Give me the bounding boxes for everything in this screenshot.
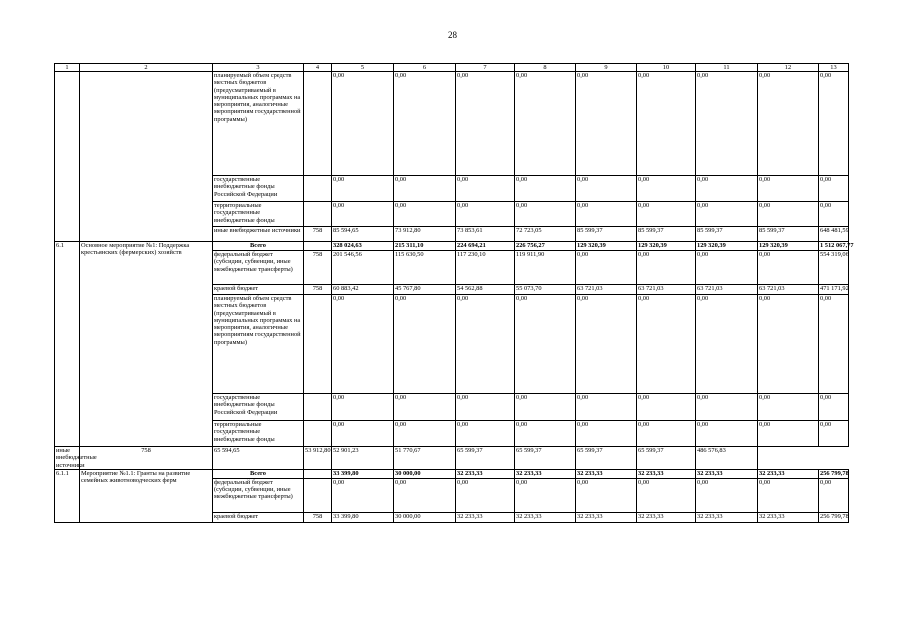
- amount-cell: 73 912,80: [394, 227, 456, 242]
- amount-cell: 117 230,10: [456, 251, 515, 285]
- amount-cell: 0,00: [819, 295, 849, 394]
- amount-cell: 0,00: [637, 394, 696, 421]
- amount-cell: 0,00: [696, 72, 758, 176]
- measure-id: [55, 72, 80, 242]
- amount-cell: 0,00: [394, 295, 456, 394]
- amount-cell: 0,00: [696, 251, 758, 285]
- amount-cell: 0,00: [332, 202, 394, 227]
- amount-cell: 0,00: [696, 295, 758, 394]
- amount-cell: 0,00: [637, 295, 696, 394]
- budget-code: [304, 469, 332, 478]
- amount-cell: 85 599,37: [696, 227, 758, 242]
- budget-code: 758: [304, 285, 332, 295]
- amount-cell: 60 883,42: [332, 285, 394, 295]
- header-row: [55, 64, 849, 72]
- column-header: 10: [637, 64, 696, 72]
- budget-table: [54, 63, 854, 523]
- amount-cell: 328 024,63: [332, 242, 394, 251]
- amount-cell: 0,00: [456, 394, 515, 421]
- amount-cell: 0,00: [637, 251, 696, 285]
- amount-cell: 0,00: [515, 72, 576, 176]
- measure-name: Основное мероприятие №1: Поддержка крестьянских (фермерских) хозяйств: [80, 242, 213, 447]
- amount-cell: 54 562,88: [456, 285, 515, 295]
- funding-source: федеральный бюджет (субсидии, субвенции, иные межбюджетные трансферты): [213, 251, 304, 285]
- budget-code: 758: [80, 447, 213, 470]
- page-number: 28: [448, 30, 457, 40]
- amount-cell: 0,00: [576, 202, 637, 227]
- amount-cell: 0,00: [758, 394, 819, 421]
- amount-cell: 85 599,37: [637, 227, 696, 242]
- amount-cell: 85 594,65: [332, 227, 394, 242]
- funding-source: территориальные государственные внебюджетные фонды: [213, 421, 304, 447]
- amount-cell: 471 171,92: [819, 285, 849, 295]
- amount-cell: 0,00: [515, 176, 576, 202]
- amount-cell: 256 799,78: [819, 512, 849, 522]
- column-header: 12: [758, 64, 819, 72]
- amount-cell: 0,00: [637, 202, 696, 227]
- amount-cell: 33 399,80: [332, 469, 394, 478]
- amount-cell: 201 546,56: [332, 251, 394, 285]
- amount-cell: 0,00: [456, 295, 515, 394]
- column-header: 11: [696, 64, 758, 72]
- amount-cell: 32 233,33: [696, 512, 758, 522]
- amount-cell: 32 233,33: [758, 469, 819, 478]
- amount-cell: 33 399,80: [332, 512, 394, 522]
- column-header: 13: [819, 64, 849, 72]
- amount-cell: 0,00: [394, 72, 456, 176]
- amount-cell: 0,00: [637, 478, 696, 512]
- amount-cell: 0,00: [637, 176, 696, 202]
- amount-cell: 226 756,27: [515, 242, 576, 251]
- amount-cell: 0,00: [332, 72, 394, 176]
- amount-cell: 0,00: [332, 394, 394, 421]
- amount-cell: 129 320,39: [758, 242, 819, 251]
- amount-cell: 0,00: [758, 176, 819, 202]
- amount-cell: 45 767,80: [394, 285, 456, 295]
- amount-cell: 0,00: [576, 295, 637, 394]
- table-row: [55, 469, 849, 478]
- funding-source: планируемый объем средств местных бюджетов (предусматриваемый в муниципальных программах на мероприятия, аналогичные мероприятиям государственной программы): [213, 295, 304, 394]
- budget-code: 758: [304, 512, 332, 522]
- funding-source: государственные внебюджетные фонды Российской Федерации: [213, 394, 304, 421]
- amount-cell: 256 799,78: [820, 469, 849, 477]
- amount-cell: 0,00: [819, 72, 849, 176]
- amount-cell: 85 599,37: [758, 227, 819, 242]
- amount-cell: 0,00: [696, 478, 758, 512]
- table-row: [55, 447, 849, 470]
- amount-cell: 32 233,33: [637, 469, 696, 478]
- measure-id: 6.1: [55, 242, 80, 447]
- amount-cell: 65 599,37: [456, 447, 515, 470]
- budget-code: [304, 72, 332, 176]
- amount-cell: 0,00: [576, 72, 637, 176]
- amount-cell: 0,00: [758, 295, 819, 394]
- amount-cell: 63 721,03: [576, 285, 637, 295]
- measure-id: 6.1.1: [55, 469, 80, 522]
- amount-cell: 0,00: [394, 478, 456, 512]
- amount-cell: 0,00: [576, 421, 637, 447]
- column-header: 1: [55, 64, 80, 72]
- amount-cell: 0,00: [637, 72, 696, 176]
- amount-cell: 0,00: [515, 295, 576, 394]
- budget-code: 758: [304, 227, 332, 242]
- amount-cell: 554 319,06: [819, 251, 849, 285]
- amount-cell: 0,00: [515, 202, 576, 227]
- amount-cell: 0,00: [576, 478, 637, 512]
- amount-cell: 0,00: [332, 478, 394, 512]
- amount-cell: 0,00: [456, 202, 515, 227]
- funding-source: краевой бюджет: [213, 285, 304, 295]
- column-header: 2: [80, 64, 213, 72]
- budget-code: [304, 176, 332, 202]
- amount-cell: 65 594,65: [213, 447, 304, 470]
- funding-source: планируемый объем средств местных бюджетов (предусматриваемый в муниципальных программах на мероприятия, аналогичные мероприятиям государственной программы): [213, 72, 304, 176]
- amount-cell: 0,00: [576, 394, 637, 421]
- amount-cell: 119 911,90: [515, 251, 576, 285]
- amount-cell: 63 721,03: [758, 285, 819, 295]
- funding-source: федеральный бюджет (субсидии, субвенции, иные межбюджетные трансферты): [213, 478, 304, 512]
- amount-cell: 0,00: [758, 478, 819, 512]
- amount-cell: 65 599,37: [576, 447, 637, 470]
- budget-code: [304, 421, 332, 447]
- amount-cell: 0,00: [696, 202, 758, 227]
- amount-cell: 0,00: [394, 202, 456, 227]
- amount-cell: 224 694,21: [456, 242, 515, 251]
- amount-cell: 115 630,50: [394, 251, 456, 285]
- amount-cell: 0,00: [819, 202, 849, 227]
- amount-cell: 129 320,39: [637, 242, 696, 251]
- measure-name: [80, 72, 213, 242]
- funding-source: иные внебюджетные источники: [213, 227, 304, 242]
- amount-cell: 32 233,33: [637, 512, 696, 522]
- budget-code: [304, 242, 332, 251]
- budget-code: [304, 202, 332, 227]
- amount-cell: 32 233,33: [696, 469, 758, 478]
- amount-cell: 32 233,33: [515, 512, 576, 522]
- amount-cell: 0,00: [456, 176, 515, 202]
- column-header: 4: [304, 64, 332, 72]
- amount-cell: 65 599,37: [515, 447, 576, 470]
- amount-cell: 0,00: [758, 72, 819, 176]
- amount-cell: 72 723,05: [515, 227, 576, 242]
- funding-source: территориальные государственные внебюджетные фонды: [213, 202, 304, 227]
- column-header: 9: [576, 64, 637, 72]
- budget-code: [304, 478, 332, 512]
- amount-cell: 30 000,00: [394, 469, 456, 478]
- amount-cell: 0,00: [332, 295, 394, 394]
- amount-cell: 0,00: [394, 394, 456, 421]
- funding-source: Всего: [213, 242, 304, 251]
- column-header: 6: [394, 64, 456, 72]
- amount-cell: 0,00: [456, 72, 515, 176]
- amount-cell: 0,00: [696, 394, 758, 421]
- amount-cell: 0,00: [576, 251, 637, 285]
- column-header: 7: [456, 64, 515, 72]
- table-row: [55, 242, 849, 251]
- amount-cell: 32 233,33: [456, 512, 515, 522]
- amount-cell: 0,00: [456, 421, 515, 447]
- amount-cell: 0,00: [576, 176, 637, 202]
- amount-cell: 0,00: [394, 176, 456, 202]
- funding-source: Всего: [213, 469, 304, 478]
- amount-cell: 0,00: [758, 251, 819, 285]
- amount-cell: 0,00: [332, 176, 394, 202]
- amount-cell: 0,00: [819, 478, 849, 512]
- amount-cell: 32 233,33: [456, 469, 515, 478]
- funding-source: государственные внебюджетные фонды Российской Федерации: [213, 176, 304, 202]
- amount-cell: 0,00: [696, 421, 758, 447]
- amount-cell: 129 320,39: [696, 242, 758, 251]
- amount-cell: 32 233,33: [576, 512, 637, 522]
- amount-cell: 0,00: [394, 421, 456, 447]
- amount-cell: 0,00: [758, 421, 819, 447]
- amount-cell: 65 599,37: [637, 447, 696, 470]
- column-header: 3: [213, 64, 304, 72]
- amount-cell: 0,00: [332, 421, 394, 447]
- amount-cell: 0,00: [819, 394, 849, 421]
- column-header: 5: [332, 64, 394, 72]
- amount-cell: 32 233,33: [515, 469, 576, 478]
- budget-code: [304, 295, 332, 394]
- amount-cell: 32 233,33: [576, 469, 637, 478]
- amount-cell: 30 000,00: [394, 512, 456, 522]
- amount-cell: 0,00: [696, 176, 758, 202]
- amount-cell: 63 721,03: [637, 285, 696, 295]
- amount-cell: 32 233,33: [758, 512, 819, 522]
- amount-cell: 486 576,83: [696, 447, 758, 470]
- funding-source: краевой бюджет: [213, 512, 304, 522]
- amount-cell: 0,00: [456, 478, 515, 512]
- measure-name: Мероприятие №1.1: Гранты на развитие семейных животноводческих ферм: [80, 469, 213, 522]
- amount-cell: 52 901,23: [332, 447, 394, 470]
- table-row: [55, 72, 849, 176]
- amount-cell: 0,00: [819, 421, 849, 447]
- amount-cell: 51 770,67: [394, 447, 456, 470]
- amount-cell: 648 481,59: [819, 227, 849, 242]
- amount-cell: 0,00: [515, 478, 576, 512]
- amount-cell: 129 320,39: [576, 242, 637, 251]
- amount-cell: 73 853,61: [456, 227, 515, 242]
- amount-cell: 1 512 067,77: [820, 242, 854, 249]
- amount-cell: 0,00: [819, 176, 849, 202]
- amount-cell: 55 073,70: [515, 285, 576, 295]
- amount-cell: 215 311,10: [394, 242, 456, 251]
- amount-cell: 0,00: [515, 421, 576, 447]
- budget-code: [304, 394, 332, 421]
- amount-cell: 0,00: [758, 202, 819, 227]
- amount-cell: 63 721,03: [696, 285, 758, 295]
- amount-cell: 53 912,80: [304, 447, 332, 470]
- column-header: 8: [515, 64, 576, 72]
- amount-cell: 0,00: [637, 421, 696, 447]
- budget-code: 758: [304, 251, 332, 285]
- amount-cell: 0,00: [515, 394, 576, 421]
- funding-source: иные внебюджетные источники: [56, 447, 97, 469]
- amount-cell: 85 599,37: [576, 227, 637, 242]
